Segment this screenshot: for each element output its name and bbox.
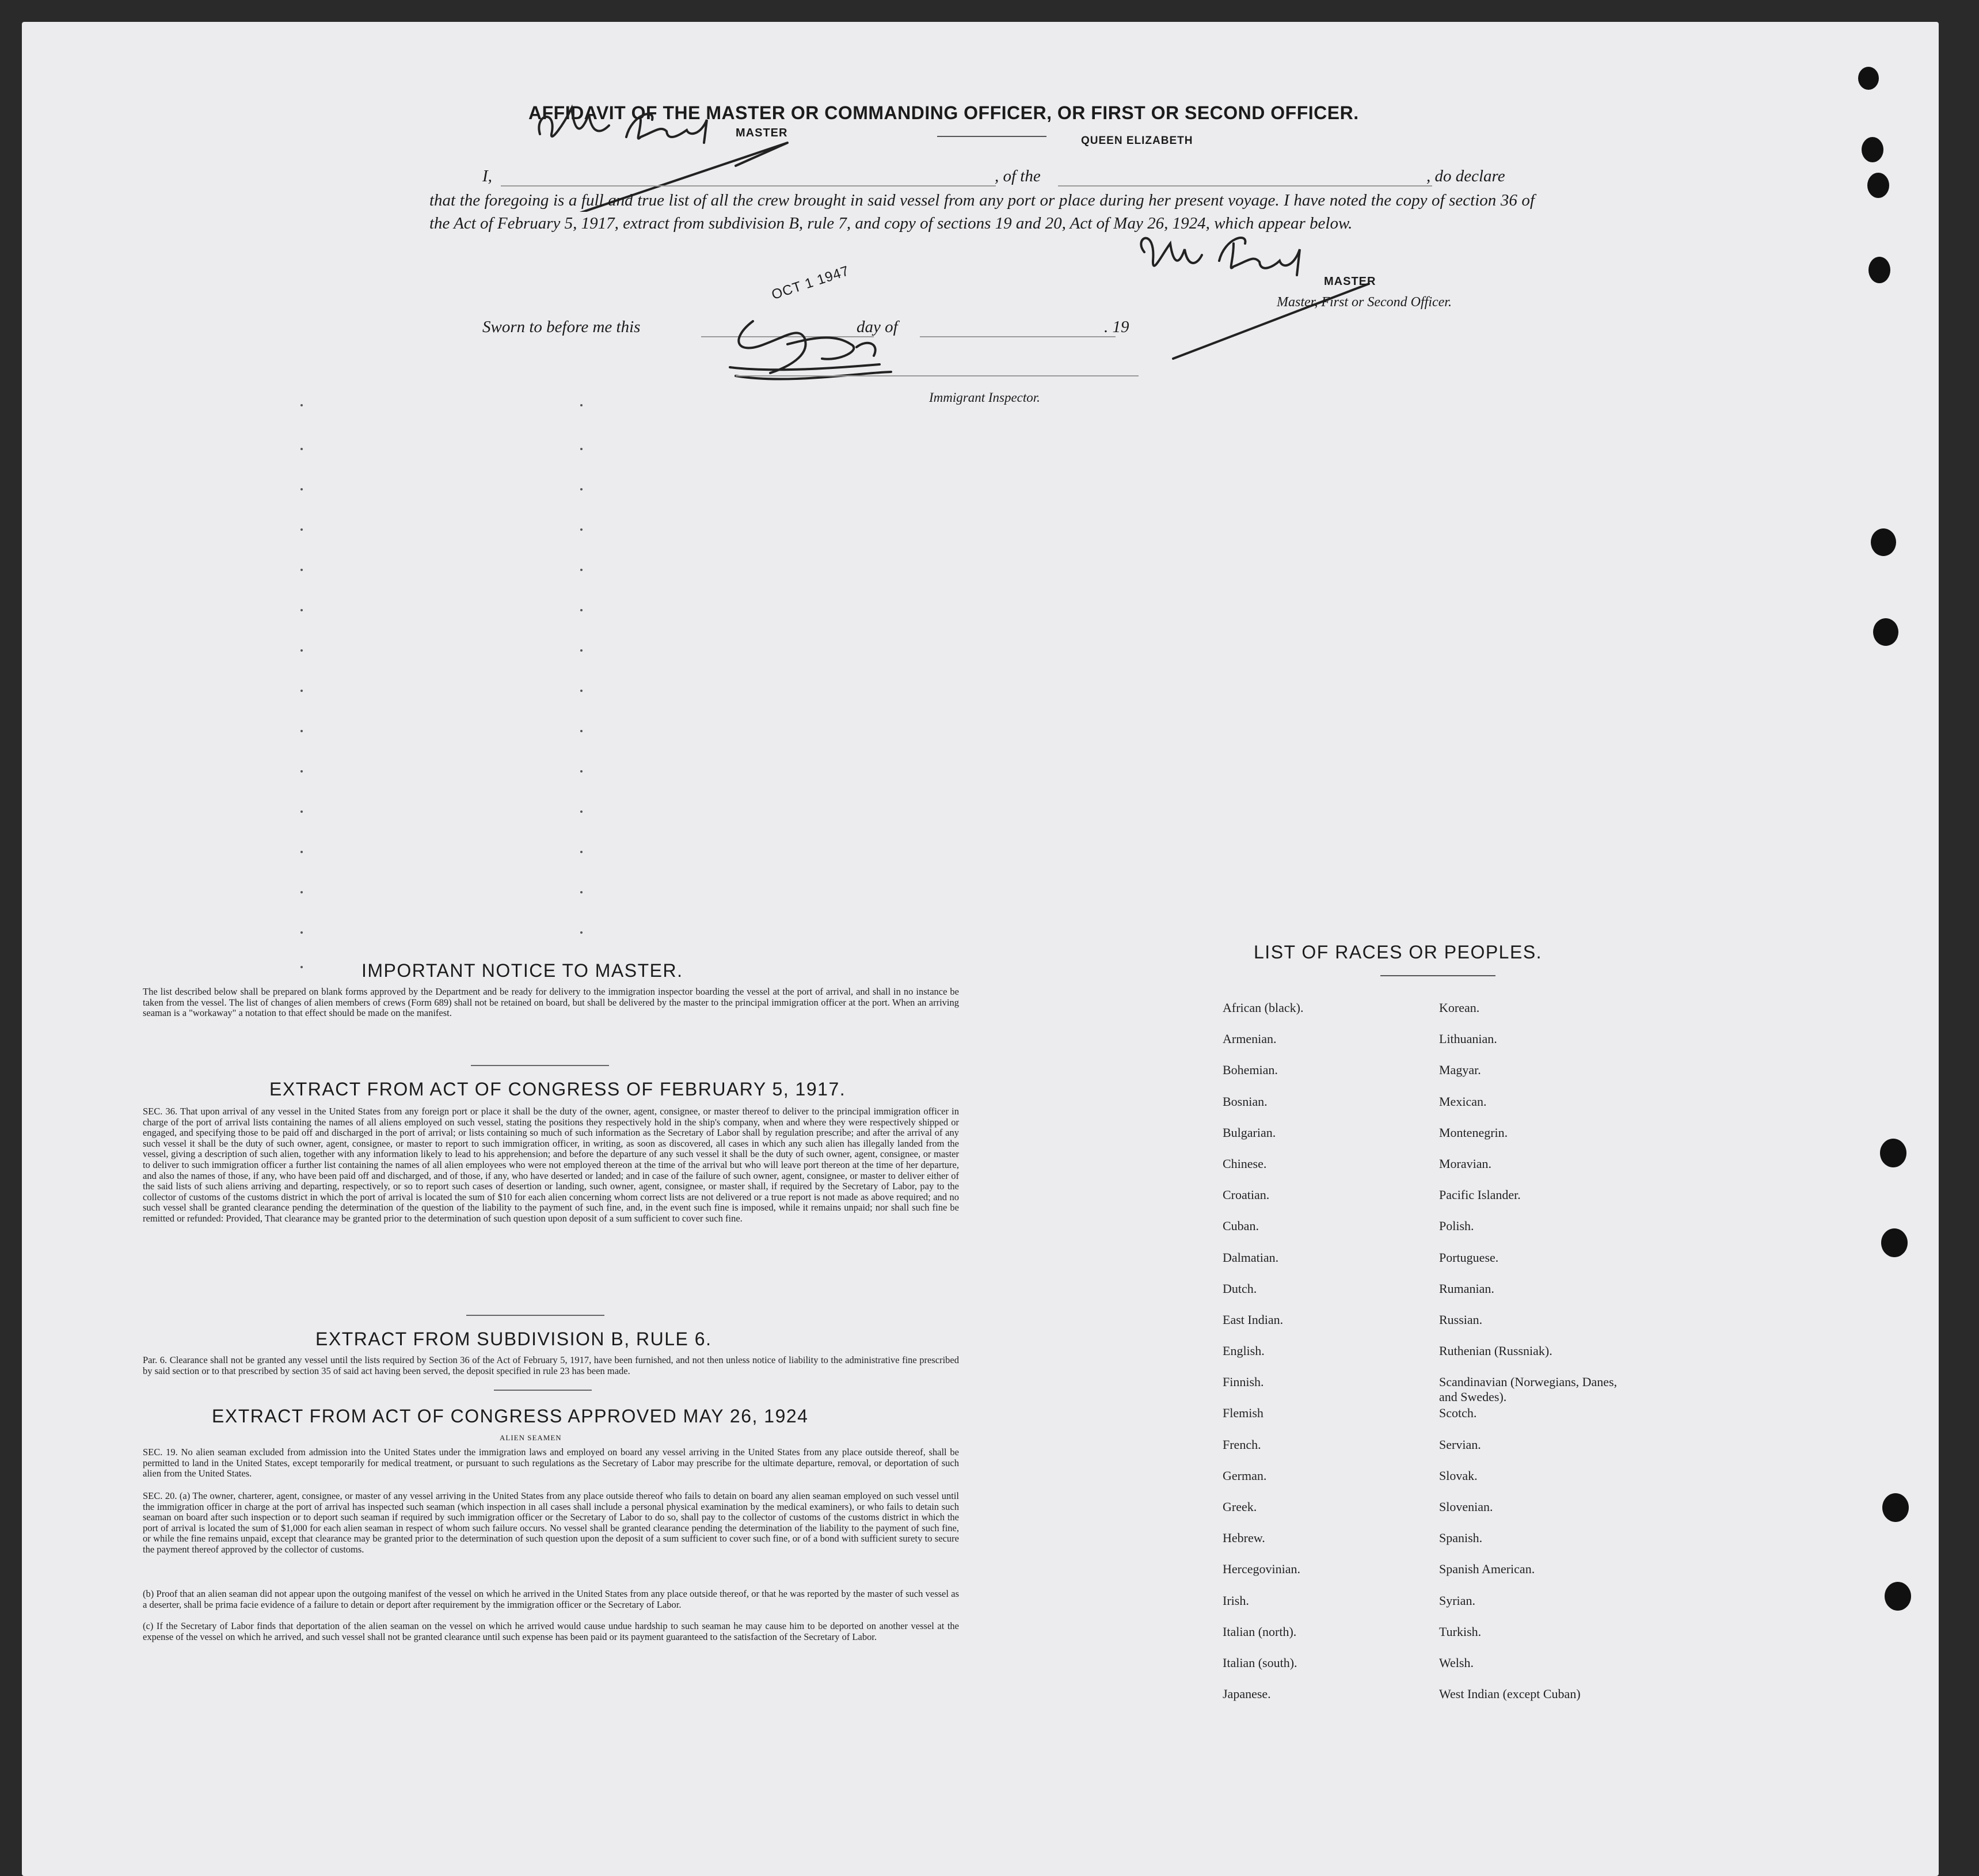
of-the-text: , of the <box>995 167 1041 185</box>
punch-hole <box>1858 67 1879 90</box>
inspector-caption: Immigrant Inspector. <box>929 390 1040 405</box>
race-item: Mexican. <box>1439 1094 1487 1109</box>
race-item: French. <box>1223 1437 1261 1452</box>
punch-hole <box>1873 618 1898 646</box>
declaration-prefix: I, <box>482 167 492 185</box>
race-item: Slovenian. <box>1439 1500 1493 1514</box>
punch-hole <box>1868 257 1890 283</box>
race-item: Ruthenian (Russniak). <box>1439 1344 1552 1359</box>
inspector-signature <box>718 304 926 402</box>
race-item: Moravian. <box>1439 1156 1492 1171</box>
race-item: Scandinavian (Norwegians, Danes, and Swedes). <box>1439 1375 1618 1405</box>
race-item: Slovak. <box>1439 1468 1478 1483</box>
affidavit-title: AFFIDAVIT OF THE MASTER OR COMMANDING OFFICER, OR FIRST OR SECOND OFFICER. <box>528 102 1359 123</box>
extract-1917-title: EXTRACT FROM ACT OF CONGRESS OF FEBRUARY 5, 1917. <box>269 1079 846 1099</box>
inspector-line <box>736 375 1139 376</box>
race-item: West Indian (except Cuban) <box>1439 1687 1581 1702</box>
sec20a-text: SEC. 20. (a) The owner, charterer, agent, consignee, or master of any vessel arriving in the United States from any place outside thereof who fails to detain on board any alien seaman employed on such vessel until the immigration officer in charge at the port of arrival has inspected such seaman (which inspection in all cases shall include a personal physical examination by the medical examiners), or who fails to detain such seaman on board after such inspection or to deport such seaman if required by such immigration officer or the Secretary of Labor to do so, shall pay to the collector of customs of the customs district in which the port of arrival is located the sum of $1,000 for each alien seaman in respect of whom such failure occurs. No vessel shall be granted clearance pending the determination of the liability to the payment of such fine, or while the fine remains unpaid, except that clearance may be granted prior to the determination of such question upon the deposit of a sum sufficient to cover such fine, or of a bond with sufficient surety to secure the payment thereof approved by the collector of customs. <box>143 1490 959 1555</box>
rule <box>471 1065 609 1066</box>
rule <box>494 1390 592 1391</box>
race-item: Cuban. <box>1223 1219 1259 1234</box>
sec20c-text: (c) If the Secretary of Labor finds that deportation of the alien seaman on the vessel on which he arrived would cause undue hardship to such seaman he may cause him to be deported on another vessel at the expense of the vessel on which he arrived, and such vessel shall not be granted clearance until such expense has been paid or its payment guaranteed to the satisfaction of the Secretary of Labor. <box>143 1620 959 1642</box>
punch-hole <box>1885 1582 1911 1611</box>
alien-seamen-subtitle: ALIEN SEAMEN <box>500 1433 562 1442</box>
punch-hole <box>1871 528 1896 556</box>
races-title: LIST OF RACES OR PEOPLES. <box>1254 942 1543 962</box>
race-item: Hebrew. <box>1223 1531 1265 1546</box>
race-item: Russian. <box>1439 1312 1483 1327</box>
master-caption: Master, First or Second Officer. <box>1277 295 1452 310</box>
race-item: Bohemian. <box>1223 1063 1278 1078</box>
race-item: Polish. <box>1439 1219 1474 1234</box>
race-item: East Indian. <box>1223 1312 1284 1327</box>
rule <box>466 1315 604 1316</box>
punch-hole <box>1880 1139 1906 1167</box>
races-rule <box>1380 975 1495 976</box>
race-item: Croatian. <box>1223 1188 1270 1203</box>
race-item: Greek. <box>1223 1500 1257 1514</box>
sec19-text: SEC. 19. No alien seaman excluded from admission into the United States under the immigration laws and employed on board any vessel arriving in the United States from any place outside thereof, shall be permitted to land in the United States, except temporarily for medical treatment, or pursuant to such regulations as the Secretary of Labor may prescribe for the ultimate departure, removal, or deportation of such alien from the United States. <box>143 1447 959 1479</box>
race-item: Rumanian. <box>1439 1281 1494 1296</box>
race-item: Finnish. <box>1223 1375 1264 1390</box>
document-page <box>22 22 1939 1876</box>
sec20b-text: (b) Proof that an alien seaman did not appear upon the outgoing manifest of the vessel on which he arrived in the United States from any place outside thereof, or that he was reported by the master of such vessel as a deserter, shall be prima facie evidence of a failure to detain or deport after requirement by the immigration officer or the Secretary of Labor. <box>143 1588 959 1610</box>
sworn-month-line <box>920 336 1116 337</box>
punch-hole <box>1882 1493 1909 1522</box>
sworn-day: day of <box>857 318 898 336</box>
race-item: Bulgarian. <box>1223 1125 1276 1140</box>
do-declare-text: , do declare <box>1426 167 1505 185</box>
notice-title: IMPORTANT NOTICE TO MASTER. <box>361 960 683 981</box>
race-item: African (black). <box>1223 1000 1304 1015</box>
race-item: Turkish. <box>1439 1624 1482 1639</box>
race-item: Portuguese. <box>1439 1250 1499 1265</box>
race-item: Irish. <box>1223 1593 1249 1608</box>
race-item: Magyar. <box>1439 1063 1481 1078</box>
race-item: Montenegrin. <box>1439 1125 1508 1140</box>
race-item: English. <box>1223 1344 1265 1359</box>
master-stamp-2: MASTER <box>1324 275 1376 288</box>
title-rule <box>937 136 1046 137</box>
race-item: Pacific Islander. <box>1439 1188 1521 1203</box>
race-item: Scotch. <box>1439 1406 1477 1421</box>
race-item: Spanish. <box>1439 1531 1483 1546</box>
race-item: Armenian. <box>1223 1032 1277 1047</box>
race-item: Chinese. <box>1223 1156 1267 1171</box>
name-line <box>501 185 996 187</box>
sworn-prefix: Sworn to before me this <box>482 318 641 336</box>
vessel-stamp: QUEEN ELIZABETH <box>1081 135 1193 147</box>
extract-1917-text: SEC. 36. That upon arrival of any vessel in the United States from any foreign port or place it shall be the duty of the owner, agent, consignee, or master thereof to deliver to the principal immigration officer in charge of the port of arrival lists containing the names of all aliens employed on such vessel, stating the positions they respectively hold in the ship's company, when and where they were respectively shipped or engaged, and specifying those to be paid off and discharged in the port of arrival; or lists containing so much of such information as the Secretary of Labor shall by regulation prescribe; and after the arrival of any such vessel it shall be the duty of such owner, agent, consignee, or master to report to such immigration officer, in writing, as soon as discovered, all cases in which any such alien has illegally landed from the vessel, giving a description of such alien, together with any information likely to lead to his apprehension; and before the departure of any such vessel it shall be the duty of such owner, agent, consignee, or master to deliver to such immigration officer a further list containing the names of all alien employees who were not employed thereon at the time of the arrival but who will leave port thereon at the time of her departure, and also the names of those, if any, who have been paid off and discharged, and of those, if any, who have deserted or landed; and in case of the failure of such owner, agent, consignee, or master to deliver either of the said lists of such aliens arriving and departing, respectively, or so to report such cases of desertion or landing, such owner, agent, consignee, or master shall, if required by the Secretary of Labor, pay to the collector of customs of the customs district in which the port of arrival is located the sum of $10 for each alien concerning whom correct lists are not delivered or a true report is not made as above required; and no such vessel shall be granted clearance pending the determination of the question of the liability to the payment of such fine, and, in the event such fine is imposed, while it remains unpaid; nor shall such fine be remitted or refunded: Provided, That clearance may be granted prior to the determination of such question upon deposit of a sum sufficient to cover such fine. <box>143 1106 959 1224</box>
race-item: Korean. <box>1439 1000 1480 1015</box>
date-stamp: OCT 1 1947 <box>770 263 851 303</box>
punch-hole <box>1862 137 1883 162</box>
race-item: Lithuanian. <box>1439 1032 1497 1047</box>
race-item: Welsh. <box>1439 1655 1474 1670</box>
declaration-body: that the foregoing is a full and true list of all the crew brought in said vessel from any port or place during her present voyage. I have noted the copy of section 36 of the Act of February 5, 1917, extract from subdivision B, rule 7, and copy of sections 19 and 20, Act of May 26, 1924, which appear below. <box>429 191 1535 233</box>
punch-hole <box>1867 173 1889 198</box>
race-item: Bosnian. <box>1223 1094 1268 1109</box>
sworn-year: . 19 <box>1104 318 1129 336</box>
race-item: Italian (north). <box>1223 1624 1297 1639</box>
rule6-text: Par. 6. Clearance shall not be granted any vessel until the lists required by Section 36 of the Act of February 5, 1917, have been furnished, and not then unless notice of liability to the administrative fine prescribed by said section or to that prescribed by section 35 of said act having been served, the deposit specified in rule 23 has been made. <box>143 1354 959 1376</box>
race-item: Servian. <box>1439 1437 1481 1452</box>
race-item: Hercegovinian. <box>1223 1562 1300 1577</box>
race-item: Italian (south). <box>1223 1655 1297 1670</box>
punch-hole <box>1881 1228 1908 1257</box>
rule6-title: EXTRACT FROM SUBDIVISION B, RULE 6. <box>315 1329 712 1349</box>
race-item: Syrian. <box>1439 1593 1475 1608</box>
notice-text: The list described below shall be prepared on blank forms approved by the Department and be ready for delivery to the immigration inspector boarding the vessel at the port of arrival, and shall in no instance be taken from the vessel. The list of changes of alien members of crews (Form 689) shall not be retained on board, but shall be delivered by the master to the principal immigration officer at the port. When an arriving seaman is a "workaway" a notation to that effect should be made on the manifest. <box>143 986 959 1019</box>
races-left-column <box>1223 1000 1430 1718</box>
race-item: Japanese. <box>1223 1687 1271 1702</box>
race-item: Flemish <box>1223 1406 1263 1421</box>
race-item: Dutch. <box>1223 1281 1257 1296</box>
races-right-column <box>1439 1000 1681 1718</box>
master-signature-2 <box>1127 220 1415 364</box>
vessel-line <box>1058 185 1432 187</box>
race-item: Spanish American. <box>1439 1562 1535 1577</box>
race-item: German. <box>1223 1468 1267 1483</box>
master-stamp: MASTER <box>736 127 788 139</box>
extract-1924-title: EXTRACT FROM ACT OF CONGRESS APPROVED MAY 26, 1924 <box>212 1406 809 1426</box>
race-item: Dalmatian. <box>1223 1250 1279 1265</box>
